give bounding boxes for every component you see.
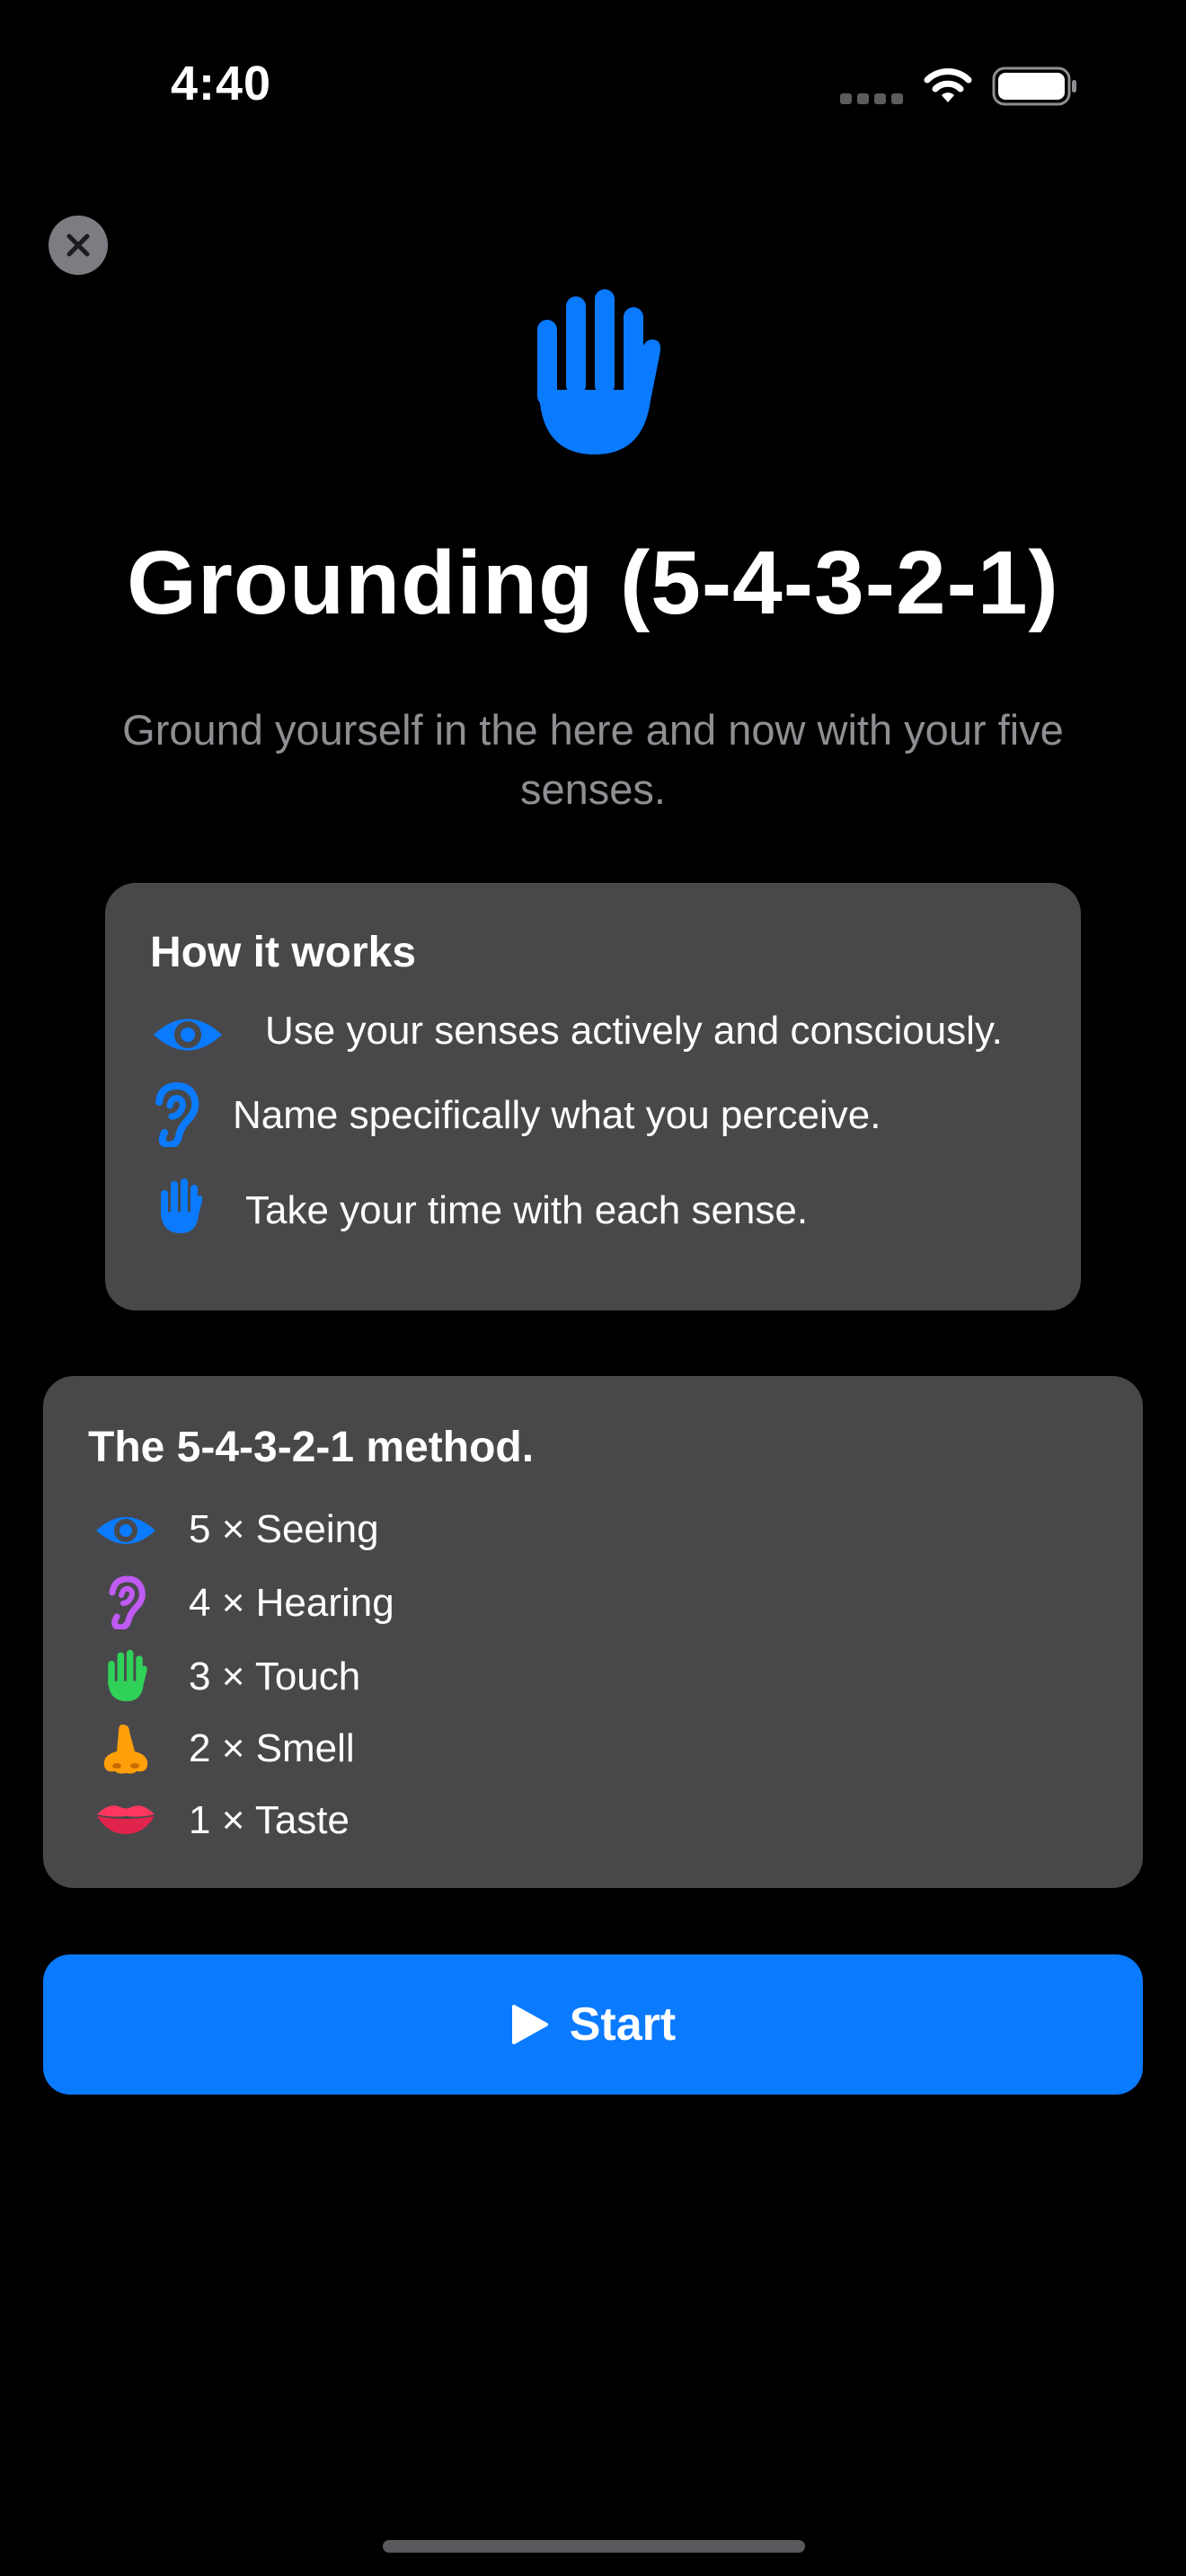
- how-item-1-text: Use your senses actively and consciously.: [265, 1009, 1003, 1053]
- wifi-icon: [922, 66, 974, 106]
- play-icon: [510, 2003, 550, 2046]
- hand-icon: [155, 1176, 204, 1235]
- cellular-signal-icon: [840, 93, 903, 104]
- method-item-smell: 2 × Smell: [189, 1726, 355, 1770]
- close-icon: [65, 232, 92, 259]
- how-it-works-card: [105, 883, 1081, 1310]
- page-title: Grounding (5-4-3-2-1): [127, 533, 1059, 633]
- nose-icon: [99, 1721, 153, 1775]
- ear-icon: [106, 1575, 147, 1629]
- method-title: The 5-4-3-2-1 method.: [88, 1424, 535, 1471]
- ear-icon: [152, 1082, 200, 1147]
- start-button-label: Start: [569, 1998, 677, 2051]
- battery-icon: [992, 66, 1078, 106]
- method-item-hearing: 4 × Hearing: [189, 1581, 394, 1625]
- hand-icon: [102, 1647, 149, 1703]
- method-item-taste: 1 × Taste: [189, 1798, 350, 1842]
- status-time: 4:40: [171, 57, 272, 110]
- eye-icon: [93, 1509, 158, 1552]
- hand-icon: [519, 284, 667, 458]
- page-subtitle: Ground yourself in the here and now with your five senses.: [122, 706, 1064, 813]
- how-item-3-text: Take your time with each sense.: [245, 1188, 809, 1232]
- method-item-touch: 3 × Touch: [189, 1654, 361, 1698]
- eye-icon: [150, 1010, 226, 1059]
- method-card: [43, 1376, 1143, 1888]
- how-it-works-title: How it works: [150, 929, 417, 976]
- how-item-2-text: Name specifically what you perceive.: [233, 1093, 881, 1137]
- close-button[interactable]: [49, 216, 108, 275]
- home-indicator[interactable]: [383, 2540, 805, 2553]
- lips-icon: [95, 1800, 156, 1836]
- start-button[interactable]: [43, 1954, 1143, 2095]
- method-item-seeing: 5 × Seeing: [189, 1507, 379, 1551]
